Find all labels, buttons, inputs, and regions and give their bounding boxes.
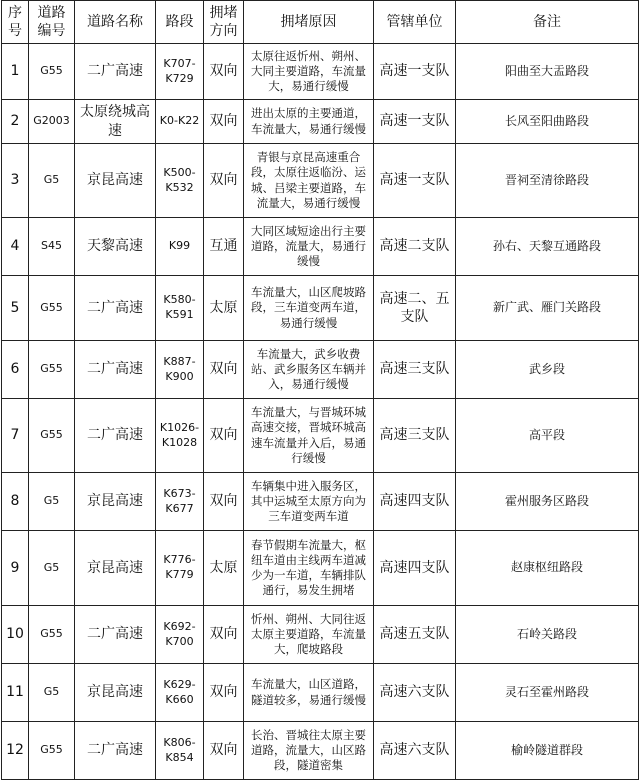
cell-direction: 双向 xyxy=(204,341,244,399)
cell-direction: 双向 xyxy=(204,144,244,218)
header-road-code: 道路编号 xyxy=(29,1,75,44)
cell-direction: 互通 xyxy=(204,218,244,276)
table-row xyxy=(2,606,639,664)
cell-direction: 双向 xyxy=(204,722,244,780)
cell-note: 赵康枢纽路段 xyxy=(456,531,639,606)
table-row xyxy=(2,399,639,473)
cell-road-name: 二广高速 xyxy=(75,276,156,341)
table-row xyxy=(2,664,639,722)
cell-unit: 高速三支队 xyxy=(374,399,456,473)
cell-road-code: G55 xyxy=(29,722,75,780)
cell-reason: 长治、晋城往太原主要道路，流量大，山区路段，隧道密集 xyxy=(244,722,374,780)
cell-road-name: 太原绕城高速 xyxy=(75,100,156,144)
cell-no: 10 xyxy=(2,606,29,664)
cell-road-code: G55 xyxy=(29,606,75,664)
header-unit: 管辖单位 xyxy=(374,1,456,44)
cell-note: 灵石至霍州路段 xyxy=(456,664,639,722)
cell-no: 12 xyxy=(2,722,29,780)
table-row xyxy=(2,44,639,100)
header-direction: 拥堵方向 xyxy=(204,1,244,44)
cell-road-code: G5 xyxy=(29,531,75,606)
cell-reason: 大同区域短途出行主要道路，流量大，易通行缓慢 xyxy=(244,218,374,276)
cell-note: 霍州服务区路段 xyxy=(456,473,639,531)
cell-section: K806-K854 xyxy=(156,722,204,780)
table-row xyxy=(2,531,639,606)
cell-reason: 青银与京昆高速重合段，太原往返临汾、运城、吕梁主要道路，车流量大，易通行缓慢 xyxy=(244,144,374,218)
header-section: 路段 xyxy=(156,1,204,44)
cell-no: 9 xyxy=(2,531,29,606)
cell-section: K707-K729 xyxy=(156,44,204,100)
table-row xyxy=(2,276,639,341)
cell-no: 7 xyxy=(2,399,29,473)
cell-reason: 车流量大，山区道路，隧道较多，易通行缓慢 xyxy=(244,664,374,722)
cell-direction: 双向 xyxy=(204,44,244,100)
cell-section: K776-K779 xyxy=(156,531,204,606)
table-row xyxy=(2,100,639,144)
cell-note: 榆岭隧道群段 xyxy=(456,722,639,780)
cell-road-code: G55 xyxy=(29,276,75,341)
cell-section: K887-K900 xyxy=(156,341,204,399)
cell-road-code: G5 xyxy=(29,473,75,531)
cell-reason: 忻州、朔州、大同往返太原主要道路，车流量大，爬坡路段 xyxy=(244,606,374,664)
cell-road-name: 天黎高速 xyxy=(75,218,156,276)
cell-no: 2 xyxy=(2,100,29,144)
cell-direction: 双向 xyxy=(204,399,244,473)
cell-road-code: S45 xyxy=(29,218,75,276)
table-row xyxy=(2,722,639,780)
cell-road-name: 京昆高速 xyxy=(75,531,156,606)
cell-road-name: 二广高速 xyxy=(75,606,156,664)
cell-no: 6 xyxy=(2,341,29,399)
header-road-name: 道路名称 xyxy=(75,1,156,44)
cell-reason: 车辆集中进入服务区，其中运城至太原方向为三车道变两车道 xyxy=(244,473,374,531)
cell-road-name: 京昆高速 xyxy=(75,144,156,218)
cell-unit: 高速二支队 xyxy=(374,218,456,276)
cell-road-code: G2003 xyxy=(29,100,75,144)
cell-road-name: 二广高速 xyxy=(75,399,156,473)
cell-road-name: 京昆高速 xyxy=(75,473,156,531)
cell-unit: 高速六支队 xyxy=(374,664,456,722)
cell-section: K99 xyxy=(156,218,204,276)
cell-note: 长风至阳曲路段 xyxy=(456,100,639,144)
cell-section: K500-K532 xyxy=(156,144,204,218)
cell-section: K1026-K1028 xyxy=(156,399,204,473)
cell-note: 阳曲至大盂路段 xyxy=(456,44,639,100)
cell-note: 石岭关路段 xyxy=(456,606,639,664)
cell-reason: 车流量大，与晋城环城高速交接，晋城环城高速车流量并入后，易通行缓慢 xyxy=(244,399,374,473)
cell-no: 4 xyxy=(2,218,29,276)
cell-no: 3 xyxy=(2,144,29,218)
cell-unit: 高速四支队 xyxy=(374,473,456,531)
table-row xyxy=(2,218,639,276)
cell-unit: 高速四支队 xyxy=(374,531,456,606)
cell-reason: 车流量大，武乡收费站、武乡服务区车辆并入，易通行缓慢 xyxy=(244,341,374,399)
cell-road-code: G55 xyxy=(29,399,75,473)
cell-note: 新广武、雁门关路段 xyxy=(456,276,639,341)
header-no: 序号 xyxy=(2,1,29,44)
cell-direction: 双向 xyxy=(204,473,244,531)
cell-direction: 太原 xyxy=(204,531,244,606)
cell-direction: 双向 xyxy=(204,100,244,144)
cell-direction: 双向 xyxy=(204,606,244,664)
cell-no: 8 xyxy=(2,473,29,531)
table-row xyxy=(2,473,639,531)
cell-section: K629-K660 xyxy=(156,664,204,722)
cell-unit: 高速一支队 xyxy=(374,100,456,144)
cell-section: K0-K22 xyxy=(156,100,204,144)
cell-road-code: G55 xyxy=(29,44,75,100)
cell-road-code: G5 xyxy=(29,664,75,722)
congestion-table xyxy=(1,0,639,780)
header-row xyxy=(2,1,639,44)
cell-reason: 车流量大，山区爬坡路段，三车道变两车道，易通行缓慢 xyxy=(244,276,374,341)
cell-no: 11 xyxy=(2,664,29,722)
header-reason: 拥堵原因 xyxy=(244,1,374,44)
cell-road-name: 二广高速 xyxy=(75,341,156,399)
cell-note: 高平段 xyxy=(456,399,639,473)
cell-road-name: 二广高速 xyxy=(75,722,156,780)
cell-note: 孙右、天黎互通路段 xyxy=(456,218,639,276)
cell-unit: 高速五支队 xyxy=(374,606,456,664)
cell-direction: 双向 xyxy=(204,664,244,722)
table-row xyxy=(2,144,639,218)
cell-road-name: 二广高速 xyxy=(75,44,156,100)
cell-reason: 太原往返忻州、朔州、大同主要道路，车流量大，易通行缓慢 xyxy=(244,44,374,100)
cell-no: 1 xyxy=(2,44,29,100)
cell-unit: 高速二、五支队 xyxy=(374,276,456,341)
cell-no: 5 xyxy=(2,276,29,341)
table-row xyxy=(2,341,639,399)
cell-note: 晋祠至清徐路段 xyxy=(456,144,639,218)
cell-section: K580-K591 xyxy=(156,276,204,341)
cell-section: K673-K677 xyxy=(156,473,204,531)
cell-unit: 高速一支队 xyxy=(374,144,456,218)
cell-road-name: 京昆高速 xyxy=(75,664,156,722)
header-note: 备注 xyxy=(456,1,639,44)
cell-unit: 高速一支队 xyxy=(374,44,456,100)
cell-unit: 高速三支队 xyxy=(374,341,456,399)
cell-reason: 进出太原的主要通道，车流量大，易通行缓慢 xyxy=(244,100,374,144)
cell-section: K692-K700 xyxy=(156,606,204,664)
cell-unit: 高速六支队 xyxy=(374,722,456,780)
cell-road-code: G5 xyxy=(29,144,75,218)
cell-road-code: G55 xyxy=(29,341,75,399)
cell-note: 武乡段 xyxy=(456,341,639,399)
cell-reason: 春节假期车流量大，枢纽车道由主线两车道减少为一车道，车辆排队通行，易发生拥堵 xyxy=(244,531,374,606)
cell-direction: 太原 xyxy=(204,276,244,341)
